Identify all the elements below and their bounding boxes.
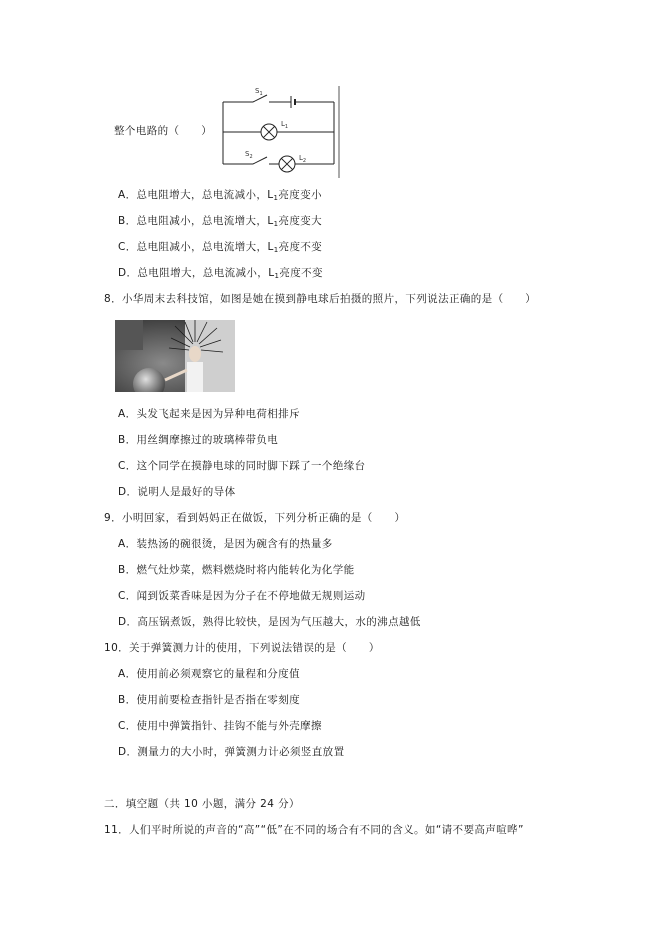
q10-option-b: B．使用前要检查指针是否指在零刻度: [118, 694, 301, 706]
q10-option-a: A．使用前必须观察它的量程和分度值: [118, 668, 300, 680]
q9-option-b: B．燃气灶炒菜，燃料燃烧时将内能转化为化学能: [118, 564, 355, 576]
static-electricity-photo: [115, 320, 235, 392]
q7-option-c: C．总电阻减小，总电流增大，$L_1$亮度不变: [118, 241, 323, 254]
q10-stem: 10．关于弹簧测力计的使用，下列说法错误的是（ ）: [104, 642, 380, 654]
q7-option-b: B．总电阻减小，总电流增大，$L_1$亮度变大: [118, 215, 323, 228]
q7-stem: 整个电路的（ ）: [114, 125, 213, 137]
section-heading: 二．填空题（共 10 小题，满分 24 分）: [104, 798, 300, 810]
label-l2: $L_2$: [299, 154, 307, 164]
q9-option-d: D．高压锅煮饭，熟得比较快，是因为气压越大，水的沸点越低: [118, 616, 421, 628]
label-s1: $S_1$: [255, 87, 263, 97]
label-s2: $S_2$: [245, 150, 253, 160]
q8-option-a: A．头发飞起来是因为异种电荷相排斥: [118, 408, 300, 420]
q8-option-c: C．这个同学在摸静电球的同时脚下踩了一个绝缘台: [118, 460, 366, 472]
q7-option-d: D．总电阻增大，总电流减小，$L_1$亮度不变: [118, 267, 323, 280]
label-l1: $L_1$: [281, 120, 289, 130]
q9-option-c: C．闻到饭菜香味是因为分子在不停地做无规则运动: [118, 590, 366, 602]
q8-option-b: B．用丝绸摩擦过的玻璃棒带负电: [118, 434, 279, 446]
q11-stem: 11．人们平时所说的声音的“高”“低”在不同的场合有不同的含义。如“请不要高声喧哗”: [104, 824, 524, 836]
q8-option-d: D．说明人是最好的导体: [118, 486, 236, 498]
q9-option-a: A．装热汤的碗很烫，是因为碗含有的热量多: [118, 538, 333, 550]
q7-option-a: A．总电阻增大，总电流减小，$L_1$亮度变小: [118, 189, 323, 202]
q10-option-d: D．测量力的大小时，弹簧测力计必须竖直放置: [118, 746, 345, 758]
q8-stem: 8．小华周末去科技馆，如图是她在摸到静电球后拍摄的照片，下列说法正确的是（ ）: [104, 293, 537, 305]
circuit-diagram: [215, 84, 345, 178]
q10-option-c: C．使用中弹簧指针、挂钩不能与外壳摩擦: [118, 720, 322, 732]
q9-stem: 9．小明回家，看到妈妈正在做饭，下列分析正确的是（ ）: [104, 512, 406, 524]
